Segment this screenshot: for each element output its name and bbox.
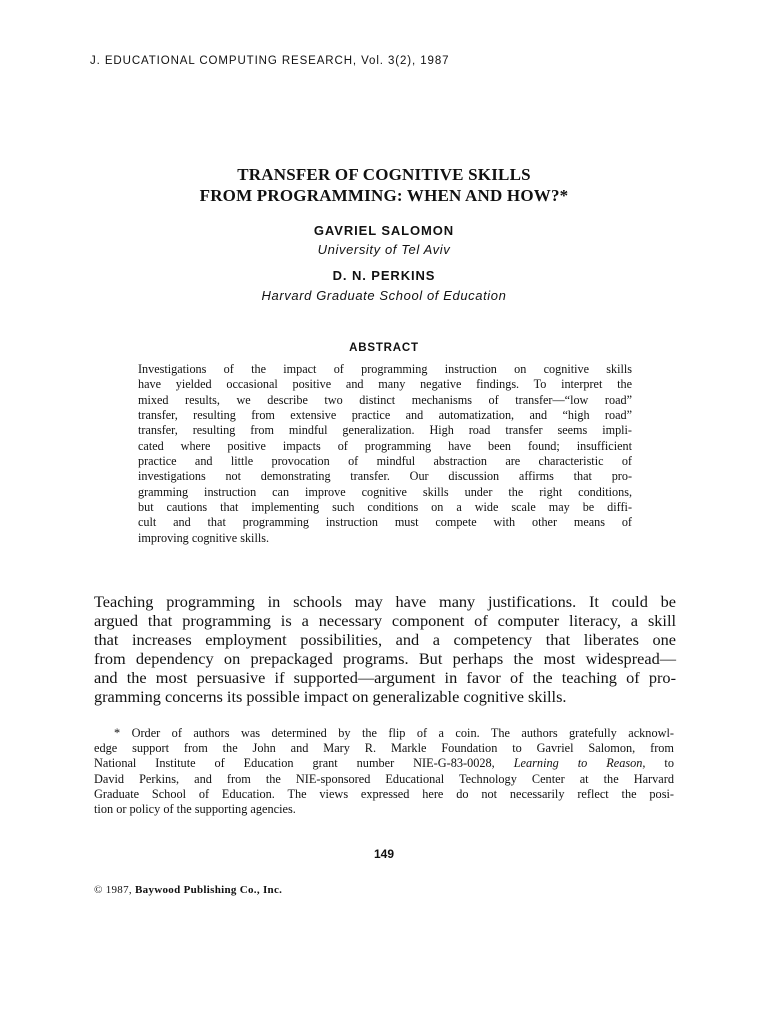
- body-line: argued that programming is a necessary component of computer literacy, a skill: [94, 611, 676, 631]
- author-affiliation: Harvard Graduate School of Education: [261, 288, 507, 303]
- abstract-line: transfer, resulting from mindful generalization. High road transfer seems impli-: [138, 423, 632, 438]
- abstract-line: have yielded occasional positive and many negative findings. To interpret the: [138, 377, 632, 392]
- body-line: and the most persuasive if supported—argument in favor of the teaching of pro-: [94, 668, 676, 688]
- abstract-line: investigations not demonstrating transfer. Our discussion affirms that pro-: [138, 469, 632, 484]
- grant-title: Learning to Reason,: [513, 756, 646, 771]
- body-line: that increases employment possibilities, and a competency that liberates one: [94, 630, 676, 650]
- footnote-line: David Perkins, and from the NIE-sponsored Educational Technology Center at the Harvard: [94, 771, 674, 786]
- abstract-line: Investigations of the impact of programming instruction on cognitive skills: [138, 362, 632, 376]
- abstract-line: practice and little provocation of mindful abstraction are characteristic of: [138, 454, 632, 469]
- author-name: D. N. PERKINS: [332, 268, 436, 283]
- article-title-line-2: FROM PROGRAMMING: WHEN AND HOW?*: [199, 186, 569, 205]
- abstract-line: cated where positive impacts of programming have been found; insufficient: [138, 438, 632, 453]
- abstract-heading: ABSTRACT: [349, 342, 419, 354]
- article-title-line-1: TRANSFER OF COGNITIVE SKILLS: [237, 165, 531, 184]
- footnote-line: Graduate School of Education. The views expressed here do not necessarily reflect the posi-: [94, 786, 674, 801]
- body-line: gramming concerns its possible impact on generalizable cognitive skills.: [94, 687, 567, 707]
- author-affiliation: University of Tel Aviv: [317, 242, 451, 257]
- abstract-line: gramming instruction can improve cognitive skills under the right conditions,: [138, 484, 632, 499]
- body-paragraph: [94, 592, 676, 707]
- journal-header: J. EDUCATIONAL COMPUTING RESEARCH, Vol. 3(2), 1987: [90, 55, 450, 67]
- copyright-notice: [94, 884, 282, 896]
- footnote-line: * Order of authors was determined by the flip of a coin. The authors gratefully acknowl-: [114, 726, 674, 740]
- abstract-text: [138, 362, 632, 546]
- footnote-text: National Institute of Education grant number NIE-G-83-0028,: [94, 756, 514, 771]
- abstract-line: but cautions that implementing such conditions on a wide scale may be diffi-: [138, 500, 632, 515]
- footnote-line: [94, 756, 674, 771]
- abstract-line: cult and that programming instruction must compete with other means of: [138, 515, 632, 530]
- footnote-line: tion or policy of the supporting agencies.: [94, 802, 296, 817]
- author-name: GAVRIEL SALOMON: [313, 223, 455, 238]
- copyright-year: © 1987,: [94, 884, 132, 896]
- body-line: from dependency on prepackaged programs. But perhaps the most widespread—: [94, 649, 676, 669]
- footnote-line: edge support from the John and Mary R. Markle Foundation to Gavriel Salomon, from: [94, 741, 674, 756]
- abstract-line: transfer, resulting from extensive practice and automatization, and “high road”: [138, 408, 632, 423]
- footnote: [94, 726, 674, 817]
- page-number: 149: [373, 847, 395, 861]
- publisher-name: Baywood Publishing Co., Inc.: [135, 884, 283, 896]
- abstract-line: improving cognitive skills.: [138, 530, 270, 545]
- body-line: Teaching programming in schools may have many justifications. It could be: [94, 592, 676, 611]
- footnote-text: to: [645, 756, 674, 771]
- abstract-line: mixed results, we describe two distinct mechanisms of transfer—“low road”: [138, 392, 632, 407]
